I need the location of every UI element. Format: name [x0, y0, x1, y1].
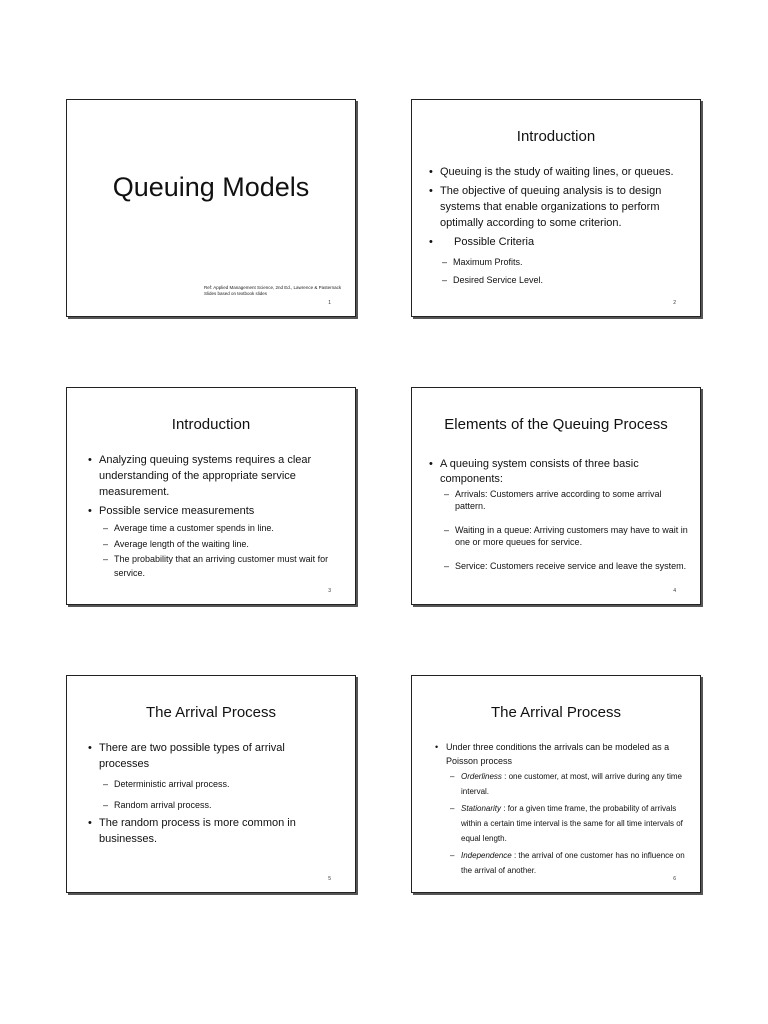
- bullet-item: [87, 815, 302, 847]
- bullet-item: [428, 164, 690, 180]
- sub-bullet-text: : one customer, at most, will arrive during any time interval.: [461, 772, 682, 796]
- slide-title: The Arrival Process: [145, 704, 277, 721]
- bullet-item: [87, 740, 302, 811]
- sub-bullet-item: [450, 848, 692, 878]
- sub-bullet-list: [450, 769, 692, 878]
- sub-bullet-text: Arrivals: Customers arrive according to some arrival pattern.: [455, 489, 662, 511]
- sub-bullet-text: Desired Service Level.: [453, 275, 544, 285]
- bullet-item: [428, 183, 690, 231]
- reference-line: Slides based on textbook slides: [204, 291, 268, 296]
- bullet-item: [428, 234, 690, 286]
- slide-5: [66, 675, 356, 893]
- sub-bullet-item: [444, 560, 690, 572]
- sub-bullet-item: [103, 778, 302, 790]
- sub-bullet-text: : for a given time frame, the probability of arrivals within a certain time interval is the same for all time intervals of equal length.: [461, 804, 683, 843]
- sub-bullet-list: [103, 520, 337, 580]
- sub-bullet-text: Deterministic arrival process.: [114, 779, 230, 789]
- page-number: 4: [673, 588, 676, 594]
- page-number: 2: [673, 300, 676, 306]
- bullet-item: [87, 452, 337, 500]
- reference-line: Ref: Applied Management Science, 2nd Ed., Lawrence & Pasternack: [204, 285, 342, 290]
- sub-bullet-text: Average length of the waiting line.: [114, 539, 249, 549]
- sub-bullet-item: [442, 274, 690, 286]
- bullet-text: Queuing is the study of waiting lines, or queues.: [440, 166, 674, 178]
- sub-bullet-item: [103, 536, 337, 552]
- sub-bullet-text: : the arrival of one customer has no influence on the arrival of another.: [461, 851, 685, 875]
- term-text: Orderliness: [461, 772, 502, 781]
- sub-bullet-list: [442, 256, 690, 286]
- bullet-list: [87, 740, 302, 850]
- slide-6: [411, 675, 701, 893]
- slide-title: Introduction: [516, 128, 596, 145]
- page-number: 3: [328, 588, 331, 594]
- bullet-list: [87, 452, 337, 583]
- sub-bullet-text: The probability that an arriving customer must wait for service.: [114, 554, 329, 578]
- slide-title: Introduction: [171, 416, 251, 433]
- slide-title: Elements of the Queuing Process: [444, 416, 668, 433]
- bullet-item: [87, 503, 337, 580]
- slide-4: [411, 387, 701, 605]
- sub-bullet-list: [444, 488, 690, 572]
- bullet-text: Possible Criteria: [454, 236, 535, 248]
- slide-3: [66, 387, 356, 605]
- slide-1: [66, 99, 356, 317]
- bullet-text: Under three conditions the arrivals can be modeled as a Poisson process: [446, 742, 670, 766]
- page-number: 5: [328, 876, 331, 882]
- bullet-text: The random process is more common in businesses.: [99, 817, 296, 845]
- slide-2: [411, 99, 701, 317]
- term-text: Independence: [461, 851, 512, 860]
- bullet-text: Analyzing queuing systems requires a clear understanding of the appropriate service measurement.: [99, 454, 312, 498]
- bullet-text: A queuing system consists of three basic components:: [440, 458, 639, 485]
- page-number: 1: [328, 300, 331, 306]
- sub-bullet-item: [442, 256, 690, 268]
- bullet-item: [434, 740, 692, 878]
- bullet-text: The objective of queuing analysis is to design systems that enable organizations to perform optimally according to some criterion.: [440, 185, 662, 229]
- bullet-list: [434, 740, 692, 881]
- reference-note: [204, 285, 341, 297]
- sub-bullet-item: [450, 801, 692, 846]
- page-number: 6: [673, 876, 676, 882]
- bullet-text: Possible service measurements: [99, 505, 255, 517]
- bullet-list: [428, 164, 690, 289]
- sub-bullet-text: Random arrival process.: [114, 800, 212, 810]
- sub-bullet-text: Waiting in a queue: Arriving customers may have to wait in one or more queues for service.: [455, 525, 688, 547]
- sub-bullet-list: [103, 778, 302, 811]
- sub-bullet-text: Service: Customers receive service and leave the system.: [455, 561, 687, 571]
- slide-title: The Arrival Process: [490, 704, 622, 721]
- sub-bullet-item: [103, 799, 302, 811]
- term-text: Stationarity: [461, 804, 502, 813]
- bullet-list: [428, 457, 690, 575]
- sub-bullet-item: [103, 552, 337, 580]
- slide-title: Queuing Models: [112, 172, 310, 202]
- sub-bullet-text: Average time a customer spends in line.: [114, 523, 274, 533]
- sub-bullet-item: [450, 769, 692, 799]
- bullet-text: There are two possible types of arrival processes: [99, 742, 285, 770]
- sub-bullet-item: [444, 524, 690, 548]
- sub-bullet-text: Maximum Profits.: [453, 257, 523, 267]
- bullet-item: [428, 457, 690, 572]
- sub-bullet-item: [103, 520, 337, 536]
- sub-bullet-item: [444, 488, 690, 512]
